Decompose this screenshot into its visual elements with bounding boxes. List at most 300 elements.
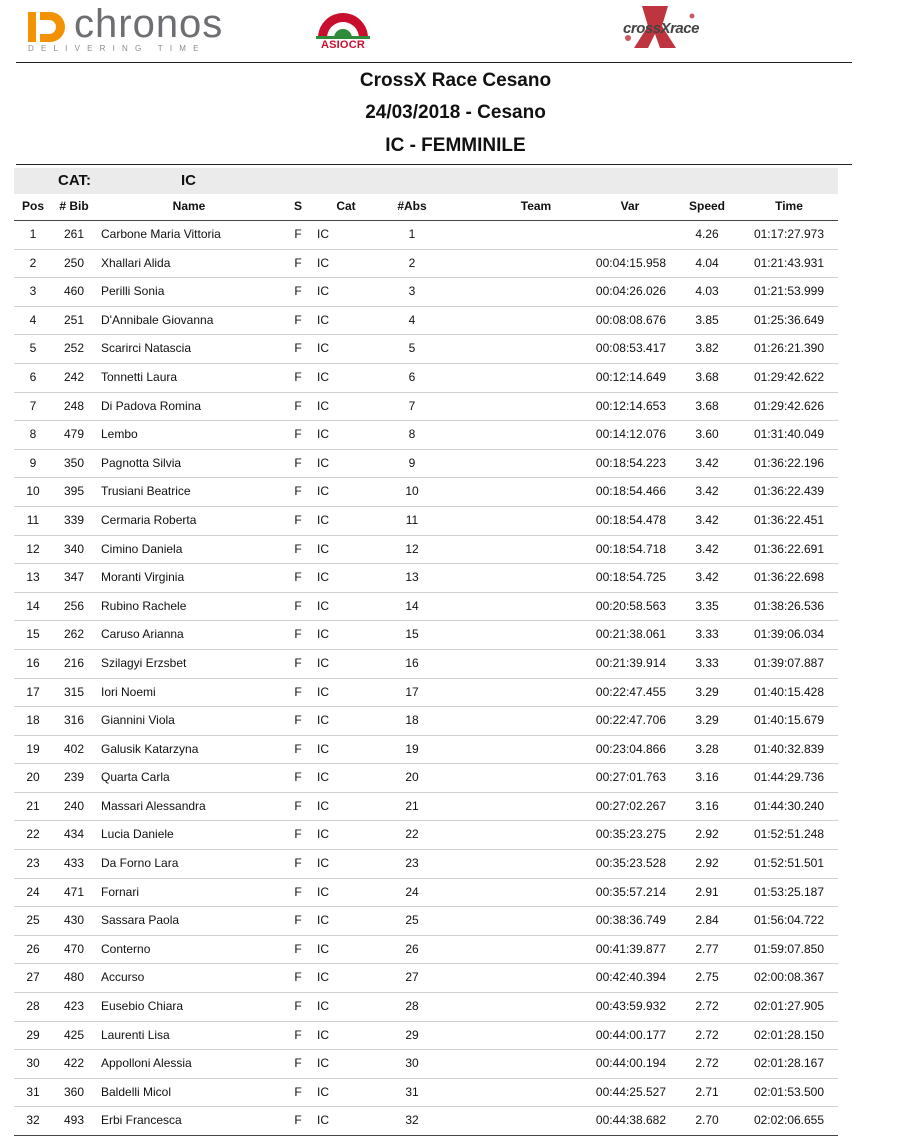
cell-sex: F	[294, 541, 302, 556]
cell-sex: F	[294, 655, 302, 670]
table-row	[14, 764, 838, 793]
cell-time: 01:21:43.931	[753, 255, 825, 270]
cell-speed: 2.92	[695, 856, 719, 871]
cell-name: Galusik Katarzyna	[101, 741, 199, 756]
cell-time: 02:01:28.150	[753, 1027, 825, 1042]
cell-abs: 1	[408, 227, 416, 241]
cell-sex: F	[294, 512, 302, 527]
crossx-race-logo	[598, 4, 722, 50]
cell-time: 02:01:28.167	[753, 1056, 825, 1071]
cell-cat: IC	[317, 427, 329, 442]
col-header-speed: Speed	[688, 199, 725, 213]
cell-name: Da Forno Lara	[101, 856, 179, 871]
cell-var: 00:08:08.676	[595, 312, 666, 327]
cell-name: Baldelli Micol	[101, 1084, 172, 1099]
cell-bib: 425	[63, 1027, 85, 1042]
table-row	[14, 650, 838, 679]
table-row	[14, 421, 838, 450]
cell-name: Perilli Sonia	[101, 284, 165, 299]
cell-abs: 29	[405, 1027, 419, 1042]
cell-sex: F	[294, 684, 302, 699]
col-header-time: Time	[775, 199, 803, 213]
cell-bib: 395	[63, 484, 85, 499]
cell-cat: IC	[317, 713, 329, 728]
cell-name: Xhallari Alida	[101, 255, 171, 270]
cell-pos: 14	[26, 598, 40, 613]
table-row	[14, 364, 838, 393]
cell-sex: F	[294, 255, 302, 270]
cell-bib: 480	[63, 970, 85, 985]
table-row	[14, 478, 838, 507]
cell-speed: 3.42	[695, 541, 719, 556]
cell-sex: F	[294, 770, 302, 785]
asiocr-wordmark: ASIOCR	[321, 39, 365, 51]
cell-pos: 29	[26, 1027, 40, 1042]
table-row	[14, 679, 838, 708]
cell-speed: 3.33	[695, 655, 719, 670]
header-rule-bottom	[16, 164, 852, 165]
cell-speed: 4.03	[695, 284, 719, 299]
cell-cat: IC	[317, 369, 329, 384]
cell-sex: F	[294, 284, 302, 299]
cell-sex: F	[294, 627, 302, 642]
cell-bib: 423	[63, 999, 85, 1014]
cell-time: 01:36:22.439	[753, 484, 825, 499]
cell-pos: 10	[26, 484, 40, 499]
cell-sex: F	[294, 913, 302, 928]
cell-pos: 3	[29, 284, 37, 299]
cell-abs: 16	[405, 655, 419, 670]
cell-bib: 460	[63, 284, 85, 299]
cell-name: Cermaria Roberta	[101, 512, 197, 527]
table-row	[14, 221, 838, 250]
table-row	[14, 621, 838, 650]
cell-time: 02:00:08.367	[753, 970, 825, 985]
cell-bib: 340	[63, 541, 85, 556]
chronos-wordmark: chronos	[74, 2, 224, 46]
cell-speed: 3.42	[695, 455, 719, 470]
col-header-abs: #Abs	[397, 199, 427, 213]
cell-cat: IC	[317, 284, 329, 299]
cell-var: 00:08:53.417	[595, 341, 666, 356]
col-header-pos: Pos	[21, 199, 44, 213]
cell-pos: 12	[26, 541, 40, 556]
cell-time: 01:52:51.501	[753, 856, 825, 871]
cell-sex: F	[294, 484, 302, 499]
cell-abs: 12	[405, 541, 419, 556]
cell-var: 00:21:39.914	[595, 655, 666, 670]
cell-speed: 2.72	[695, 1056, 719, 1071]
cell-name: Accurso	[101, 970, 145, 985]
cell-sex: F	[294, 1113, 302, 1128]
cell-abs: 3	[408, 284, 416, 299]
cell-time: 01:39:07.887	[753, 655, 825, 670]
cell-abs: 18	[405, 713, 419, 728]
cell-name: Trusiani Beatrice	[101, 484, 191, 499]
cell-sex: F	[294, 598, 302, 613]
asiocr-emblem-icon	[314, 8, 372, 40]
cell-time: 01:56:04.722	[753, 913, 825, 928]
cell-sex: F	[294, 713, 302, 728]
cell-var: 00:35:23.275	[595, 827, 666, 842]
cell-abs: 23	[405, 856, 419, 871]
cell-abs: 8	[408, 427, 416, 442]
table-row	[14, 736, 838, 765]
cell-name: Sassara Paola	[101, 913, 180, 928]
table-row	[14, 507, 838, 536]
cell-sex: F	[294, 369, 302, 384]
cell-abs: 9	[408, 455, 416, 470]
cell-time: 01:38:26.536	[753, 598, 825, 613]
category-label: CAT:	[58, 172, 92, 189]
cell-var: 00:42:40.394	[595, 970, 666, 985]
cell-var: 00:22:47.706	[595, 713, 666, 728]
cell-pos: 6	[29, 369, 37, 384]
category-strip	[14, 168, 838, 194]
cell-pos: 1	[29, 227, 37, 241]
cell-time: 01:53:25.187	[753, 884, 825, 899]
cell-var: 00:35:57.214	[595, 884, 666, 899]
cell-name: Iori Noemi	[101, 684, 156, 699]
cell-abs: 15	[405, 627, 419, 642]
cell-cat: IC	[317, 827, 329, 842]
cell-name: Eusebio Chiara	[101, 999, 184, 1014]
cell-abs: 26	[405, 941, 419, 956]
cell-bib: 470	[63, 941, 85, 956]
cell-abs: 30	[405, 1056, 419, 1071]
cell-name: Laurenti Lisa	[101, 1027, 170, 1042]
cell-sex: F	[294, 856, 302, 871]
cell-name: Caruso Arianna	[101, 627, 184, 642]
cell-sex: F	[294, 312, 302, 327]
cell-sex: F	[294, 427, 302, 442]
cell-cat: IC	[317, 255, 329, 270]
cell-time: 01:44:30.240	[753, 798, 825, 813]
cell-abs: 32	[405, 1113, 419, 1128]
cell-cat: IC	[317, 570, 329, 585]
table-row	[14, 907, 838, 936]
cell-pos: 27	[26, 970, 40, 985]
cell-cat: IC	[317, 1027, 329, 1042]
cell-sex: F	[294, 798, 302, 813]
cell-pos: 9	[29, 455, 37, 470]
cell-speed: 4.04	[695, 255, 719, 270]
cell-cat: IC	[317, 970, 329, 985]
table-row	[14, 1079, 838, 1108]
cell-bib: 262	[63, 627, 85, 642]
cell-cat: IC	[317, 227, 329, 241]
cell-abs: 28	[405, 999, 419, 1014]
cell-bib: 339	[63, 512, 85, 527]
cell-name: Carbone Maria Vittoria	[101, 227, 221, 241]
cell-var: 00:21:38.061	[595, 627, 666, 642]
cell-time: 01:17:27.973	[753, 227, 825, 241]
cell-name: Fornari	[101, 884, 140, 899]
cell-bib: 360	[63, 1084, 85, 1099]
event-title: CrossX Race Cesano	[359, 70, 552, 91]
cell-abs: 27	[405, 970, 419, 985]
cell-bib: 239	[63, 770, 85, 785]
cell-bib: 350	[63, 455, 85, 470]
cell-speed: 3.16	[695, 770, 719, 785]
cell-abs: 20	[405, 770, 419, 785]
cell-pos: 26	[26, 941, 40, 956]
cell-speed: 3.68	[695, 398, 719, 413]
table-row	[14, 564, 838, 593]
cell-cat: IC	[317, 941, 329, 956]
cell-var: 00:18:54.718	[595, 541, 666, 556]
cell-sex: F	[294, 341, 302, 356]
cell-cat: IC	[317, 856, 329, 871]
cell-cat: IC	[317, 741, 329, 756]
cell-speed: 2.92	[695, 827, 719, 842]
cell-abs: 17	[405, 684, 419, 699]
cell-speed: 3.28	[695, 741, 719, 756]
cell-pos: 20	[26, 770, 40, 785]
table-row	[14, 278, 838, 307]
cell-pos: 24	[26, 884, 40, 899]
cell-name: Moranti Virginia	[101, 570, 185, 585]
cell-var: 00:18:54.725	[595, 570, 666, 585]
chronos-tagline: DELIVERING TIME	[28, 44, 206, 53]
cell-abs: 5	[408, 341, 416, 356]
cell-var: 00:27:02.267	[595, 798, 666, 813]
cell-cat: IC	[317, 398, 329, 413]
cell-pos: 7	[29, 398, 37, 413]
cell-time: 01:40:15.679	[753, 713, 825, 728]
cell-cat: IC	[317, 541, 329, 556]
cell-var: 00:12:14.649	[595, 369, 666, 384]
table-row	[14, 335, 838, 364]
cell-name: D'Annibale Giovanna	[101, 312, 214, 327]
cell-var: 00:44:25.527	[595, 1084, 666, 1099]
cell-abs: 25	[405, 913, 419, 928]
col-header-bib: # Bib	[59, 199, 89, 213]
cell-bib: 402	[63, 741, 85, 756]
cell-name: Erbi Francesca	[101, 1113, 182, 1128]
cell-var: 00:41:39.877	[595, 941, 666, 956]
cell-cat: IC	[317, 999, 329, 1014]
cell-name: Conterno	[101, 941, 151, 956]
category-value: IC	[181, 172, 196, 189]
cell-time: 02:02:06.655	[753, 1113, 825, 1128]
results-table	[14, 194, 838, 1136]
cell-pos: 11	[26, 512, 40, 527]
cell-speed: 3.85	[695, 312, 719, 327]
cell-name: Appolloni Alessia	[101, 1056, 192, 1071]
cell-var: 00:44:00.177	[595, 1027, 666, 1042]
table-row	[14, 993, 838, 1022]
header-rule-top	[16, 62, 852, 63]
cell-cat: IC	[317, 913, 329, 928]
cell-cat: IC	[317, 1084, 329, 1099]
cell-abs: 22	[405, 827, 419, 842]
cell-time: 01:29:42.626	[753, 398, 825, 413]
col-header-name: Name	[172, 199, 206, 213]
cell-cat: IC	[317, 684, 329, 699]
cell-speed: 3.16	[695, 798, 719, 813]
col-header-sex: S	[293, 199, 302, 213]
col-header-cat: Cat	[336, 199, 356, 213]
cell-cat: IC	[317, 312, 329, 327]
cell-sex: F	[294, 1084, 302, 1099]
table-row	[14, 1050, 838, 1079]
cell-pos: 28	[26, 999, 40, 1014]
cell-time: 01:21:53.999	[753, 284, 825, 299]
cell-speed: 3.42	[695, 484, 719, 499]
cell-pos: 16	[26, 655, 40, 670]
cell-cat: IC	[317, 884, 329, 899]
cell-pos: 18	[26, 713, 40, 728]
cell-bib: 315	[63, 684, 85, 699]
cell-time: 02:01:53.500	[753, 1084, 825, 1099]
table-row	[14, 850, 838, 879]
cell-var: 00:14:12.076	[595, 427, 666, 442]
chronos-logo	[26, 2, 266, 53]
cell-bib: 251	[63, 312, 85, 327]
cell-bib: 471	[63, 884, 85, 899]
cell-time: 01:31:40.049	[753, 427, 825, 442]
crossx-wordmark: crossXrace	[623, 20, 699, 37]
cell-bib: 250	[63, 255, 85, 270]
cell-speed: 3.42	[695, 512, 719, 527]
cell-speed: 3.82	[695, 341, 719, 356]
cell-cat: IC	[317, 598, 329, 613]
table-row	[14, 393, 838, 422]
table-row	[14, 821, 838, 850]
cell-name: Lucia Daniele	[101, 827, 174, 842]
cell-abs: 6	[408, 369, 416, 384]
col-header-var: Var	[620, 199, 640, 213]
cell-bib: 434	[63, 827, 85, 842]
table-row	[14, 250, 838, 279]
cell-pos: 21	[26, 798, 40, 813]
cell-name: Quarta Carla	[101, 770, 170, 785]
col-header-team: Team	[520, 199, 552, 213]
cell-name: Massari Alessandra	[101, 798, 206, 813]
table-row	[14, 450, 838, 479]
cell-abs: 7	[408, 398, 416, 413]
cell-var: 00:18:54.223	[595, 455, 666, 470]
cell-time: 01:29:42.622	[753, 369, 825, 384]
cell-pos: 31	[26, 1084, 40, 1099]
cell-bib: 493	[63, 1113, 85, 1128]
cell-pos: 15	[26, 627, 40, 642]
cell-bib: 422	[63, 1056, 85, 1071]
cell-bib: 216	[63, 655, 85, 670]
cell-var: 00:35:23.528	[595, 856, 666, 871]
table-row	[14, 936, 838, 965]
cell-abs: 14	[405, 598, 419, 613]
cell-sex: F	[294, 455, 302, 470]
cell-abs: 11	[405, 512, 419, 527]
table-row	[14, 707, 838, 736]
cell-speed: 3.29	[695, 713, 719, 728]
cell-name: Scarirci Natascia	[101, 341, 192, 356]
table-row	[14, 964, 838, 993]
cell-name: Szilagyi Erzsbet	[101, 655, 187, 670]
cell-abs: 4	[408, 312, 416, 327]
table-row	[14, 536, 838, 565]
cell-bib: 240	[63, 798, 85, 813]
cell-speed: 2.72	[695, 1027, 719, 1042]
cell-speed: 3.35	[695, 598, 719, 613]
cell-var: 00:44:00.194	[595, 1056, 666, 1071]
cell-abs: 13	[405, 570, 419, 585]
cell-time: 01:59:07.850	[753, 941, 825, 956]
cell-pos: 2	[29, 255, 37, 270]
cell-sex: F	[294, 884, 302, 899]
cell-cat: IC	[317, 1056, 329, 1071]
cell-speed: 3.33	[695, 627, 719, 642]
event-date-place: 24/03/2018 - Cesano	[365, 102, 546, 123]
cell-speed: 2.91	[695, 884, 719, 899]
cell-sex: F	[294, 941, 302, 956]
cell-speed: 4.26	[695, 227, 719, 241]
cell-sex: F	[294, 1056, 302, 1071]
cell-time: 01:25:36.649	[753, 312, 825, 327]
cell-abs: 21	[405, 798, 419, 813]
cell-sex: F	[294, 570, 302, 585]
cell-sex: F	[294, 741, 302, 756]
cell-pos: 4	[29, 312, 37, 327]
cell-pos: 13	[26, 570, 40, 585]
cell-sex: F	[294, 827, 302, 842]
cell-cat: IC	[317, 455, 329, 470]
cell-bib: 261	[63, 227, 85, 241]
cell-pos: 25	[26, 913, 40, 928]
cell-pos: 23	[26, 856, 40, 871]
cell-time: 02:01:27.905	[753, 999, 825, 1014]
cell-speed: 2.71	[695, 1084, 719, 1099]
cell-speed: 2.70	[695, 1113, 719, 1128]
cell-var: 00:18:54.466	[595, 484, 666, 499]
cell-name: Giannini Viola	[101, 713, 175, 728]
cell-cat: IC	[317, 512, 329, 527]
cell-pos: 17	[26, 684, 40, 699]
cell-cat: IC	[317, 770, 329, 785]
cell-time: 01:26:21.390	[753, 341, 825, 356]
cell-var: 00:44:38.682	[595, 1113, 666, 1128]
table-row	[14, 307, 838, 336]
cell-speed: 2.84	[695, 913, 719, 928]
cell-var: 00:12:14.653	[595, 398, 666, 413]
cell-time: 01:36:22.451	[753, 512, 825, 527]
cell-bib: 256	[63, 598, 85, 613]
chronos-mark-icon	[26, 10, 68, 44]
cell-bib: 347	[63, 570, 85, 585]
cell-var: 00:20:58.563	[595, 598, 666, 613]
cell-bib: 316	[63, 713, 85, 728]
cell-var: 00:18:54.478	[595, 512, 666, 527]
cell-cat: IC	[317, 1113, 329, 1128]
cell-var: 00:38:36.749	[595, 913, 666, 928]
category-title: IC - FEMMINILE	[385, 135, 526, 156]
cell-time: 01:52:51.248	[753, 827, 825, 842]
cell-abs: 31	[405, 1084, 419, 1099]
cell-abs: 24	[405, 884, 419, 899]
table-row	[14, 593, 838, 622]
cell-time: 01:40:15.428	[753, 684, 825, 699]
cell-abs: 19	[405, 741, 419, 756]
cell-cat: IC	[317, 341, 329, 356]
cell-cat: IC	[317, 798, 329, 813]
cell-speed: 2.72	[695, 999, 719, 1014]
cell-speed: 3.42	[695, 570, 719, 585]
cell-var: 00:04:15.958	[595, 255, 666, 270]
cell-pos: 32	[26, 1113, 40, 1128]
cell-speed: 3.60	[695, 427, 719, 442]
